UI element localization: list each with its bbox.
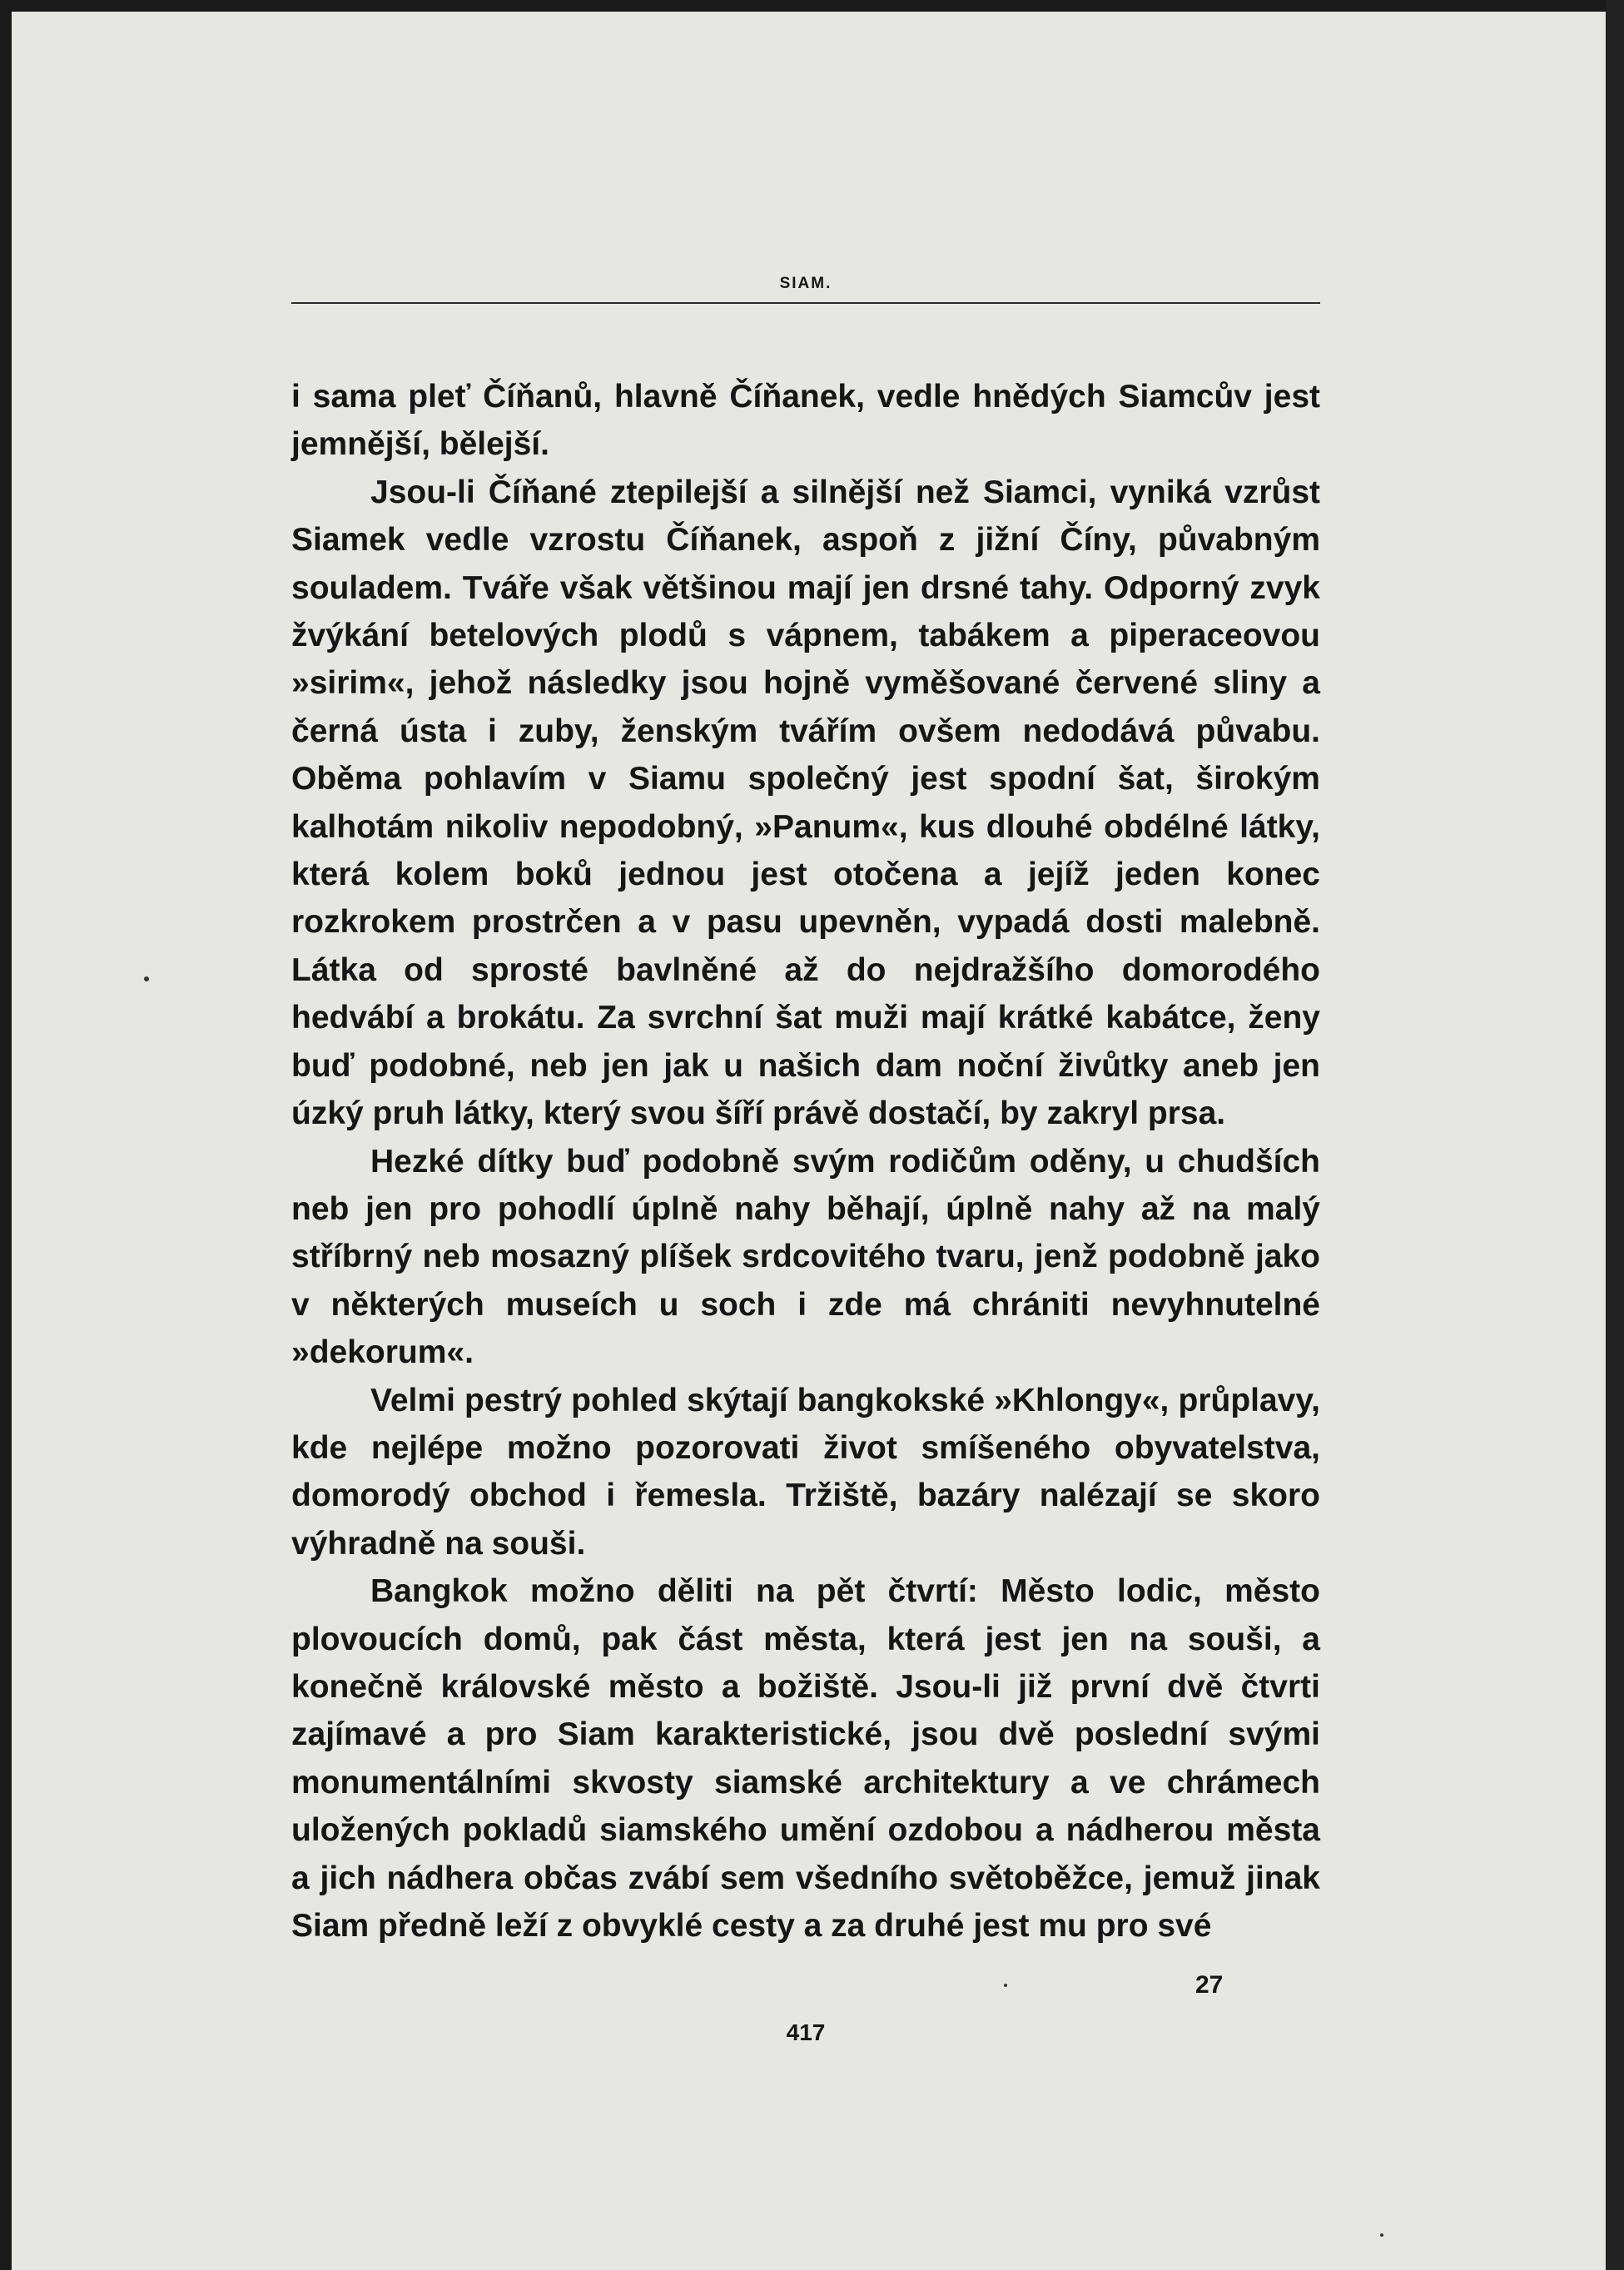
scan-speck: [1380, 2233, 1383, 2237]
signature-mark: 27: [1195, 1971, 1224, 1999]
paragraph-2: Jsou-li Číňané ztepilejší a silnější než Siamci, vyniká vzrůst Siamek vedle vzrostu Číňanek, aspoň z jižní Číny, půvabným souladem. Tváře však většinou mají jen drsné tahy. Odporný zvyk žvýkání betelových plodů s vápnem, tabákem a piperaceovou »sirim«, jehož následky jsou hojně vyměšované červené sliny a černá ústa i zuby, ženským tvářím ovšem nedodává půvabu. Oběma pohlavím v Siamu společný jest spodní šat, širokým kalhotám nikoliv nepodobný, »Panum«, kus dlouhé obdélné látky, která kolem boků jednou jest otočena a jejíž jeden konec rozkrokem prostrčen a v pasu upevněn, vypadá dosti malebně. Látka od sprosté bavlněné až do nejdražšího domorodého hedvábí a brokátu. Za svrchní šat muži mají krátké kabátce, ženy buď podobné, neb jen jak u našich dam noční živůtky aneb jen úzký pruh látky, který svou šíří právě dostačí, by zakryl prsa.: [291, 474, 1320, 1132]
page-number: 417: [786, 2019, 826, 2045]
scan-speck: [144, 976, 149, 981]
paragraph-5: Bangkok možno děliti na pět čtvrtí: Město lodic, město plovoucích domů, pak část města, která jest jen na souši, a konečně královské město a božiště. Jsou-li již první dvě čtvrti zajímavé a pro Siam karakteristické, jsou dvě poslední svými monumentálními skvosty siamské architektury a ve chrámech uložených pokladů siamského umění ozdobou a nádherou města a jich nádhera občas zvábí sem všedního světoběžce, jemuž jinak Siam předně leží z obvyklé cesty a za druhé jest mu pro své: [291, 1573, 1320, 1944]
paragraph-1: i sama pleť Číňanů, hlavně Číňanek, vedle hnědých Siamcův jest jemnější, bělejší.: [291, 379, 1320, 463]
paragraph-3: Hezké dítky buď podobně svým rodičům oděny, u chudších neb jen pro pohodlí úplně nahy běhají, úplně nahy až na malý stříbrný neb mosazný plíšek srdcovitého tvaru, jenž podobně jako v některých museích u soch i zde má chrániti nevyhnutelné »dekorum«.: [291, 1143, 1320, 1371]
header-rule: [291, 302, 1320, 304]
scan-left-edge: [0, 0, 12, 2270]
running-head: SIAM.: [779, 275, 832, 292]
body-text: [291, 373, 1320, 1950]
scan-top-edge: [0, 0, 1624, 12]
scan-right-edge: [1606, 0, 1624, 2270]
paragraph-4: Velmi pestrý pohled skýtají bangkokské »Khlongy«, průplavy, kde nejlépe možno pozorovati život smíšeného obyvatelstva, domorodý obchod i řemesla. Tržiště, bazáry nalézají se skoro výhradně na souši.: [291, 1382, 1320, 1562]
scan-speck: [1004, 1984, 1007, 1987]
